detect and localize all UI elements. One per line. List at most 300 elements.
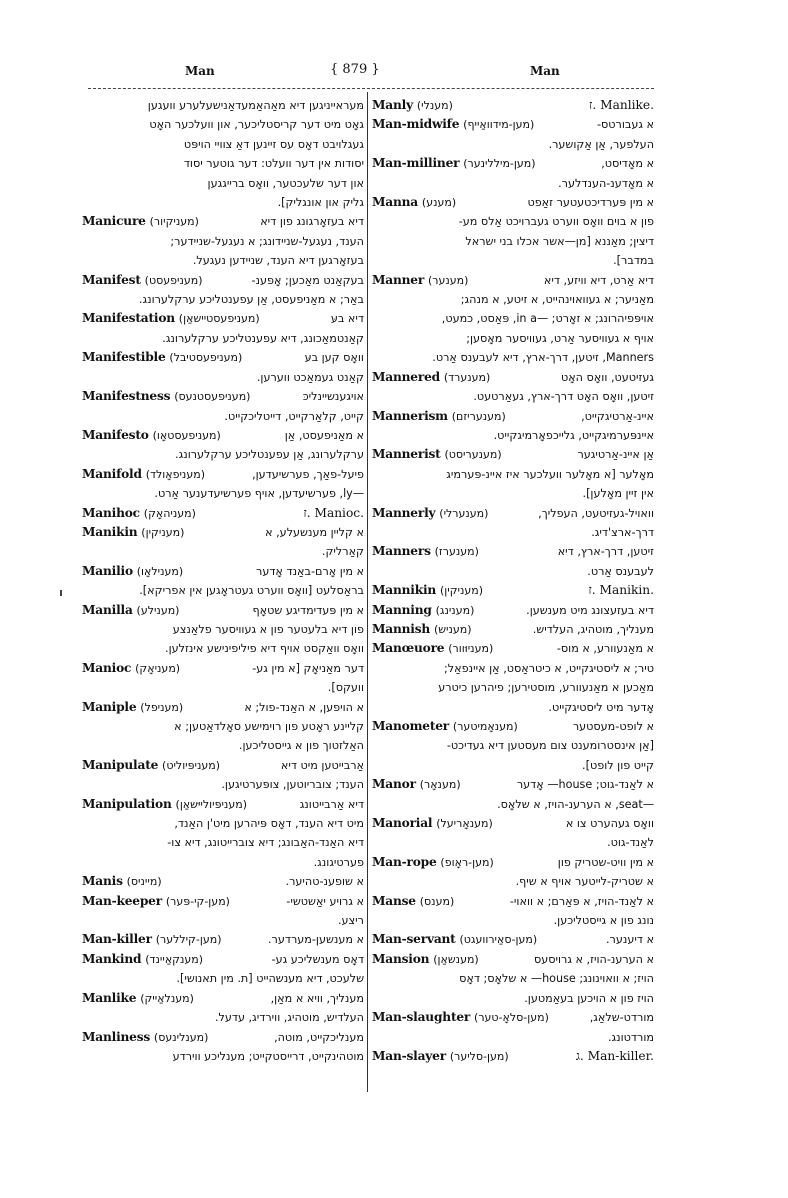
- definition-line: געזיטעט, וואָס האָט: [560, 370, 654, 384]
- headword: Manikin: [82, 524, 138, 539]
- definition-line: אַן איינ-אַרטיגער: [577, 448, 654, 462]
- definition-line: וואָס קען בעּ: [304, 351, 364, 365]
- cross-reference: ז. Manikin.: [588, 583, 654, 598]
- headword: Manifestness: [82, 389, 171, 404]
- definition-line: יסודות אין דער וועלט: דער גוטער יסוד: [183, 157, 364, 171]
- entry-first-line: [372, 96, 654, 115]
- entry-first-line: [372, 950, 654, 969]
- headword: Mannered: [372, 369, 440, 384]
- pronunciation: (מענע): [421, 196, 457, 210]
- definition-line: מענליכקייט, מוטה,: [274, 1030, 364, 1044]
- pronunciation: (מעניפעסט): [144, 273, 203, 287]
- entry-first-line: [82, 1028, 364, 1047]
- definition-line: אויגענשיינליכּ: [302, 390, 364, 404]
- entry-first-line: [82, 756, 364, 775]
- headword: Manorial: [372, 816, 433, 831]
- dictionary-entry: [372, 96, 654, 115]
- headword: Mannerist: [372, 447, 441, 462]
- definition-line: א מין פּעדימדיגע שטאָף: [252, 603, 364, 617]
- definition-line: קליינע ראָטע פון רוימישע סאָלדאַטען; א: [174, 720, 364, 733]
- definition-line: באַר; א מאַניפעסט, אַן עפענטליכע ערקלערונג.: [138, 293, 364, 307]
- dictionary-entry: [372, 581, 654, 600]
- headword: Mannerly: [372, 505, 436, 520]
- pronunciation: (מעניאָק): [135, 661, 181, 675]
- entry-first-line: [82, 309, 364, 328]
- headword: Man-slaughter: [372, 1010, 471, 1025]
- pronunciation: (מענילאָו): [136, 564, 184, 578]
- entry-first-line: [82, 562, 364, 581]
- entry-head: [372, 368, 490, 387]
- headword: Manifesto: [82, 427, 149, 442]
- definition-line: קייט, קלאַרקייט, דייטליכקייט.: [224, 409, 364, 423]
- definition-line: איינ-אַרטיגקייט,: [581, 409, 654, 423]
- pronunciation: (מען-סלאָ-טער): [474, 1011, 549, 1025]
- definition-line: א לאַנד-הויז, א פּאַרם; א וואוי-: [509, 894, 654, 908]
- right-column: [372, 96, 654, 1066]
- headword: Manilio: [82, 563, 133, 578]
- definition-line: הענד, נעגעל-שניידונג; א נעגעל-שניידער;: [170, 234, 364, 248]
- entry-first-line: [82, 989, 364, 1008]
- definition-line: שלעכט, דיא מענשהייט [ת. מין תאנושי].: [176, 972, 364, 986]
- definition-line: פיעל-פאַך, פערשיעדען,: [252, 467, 364, 481]
- definition-line: א געבורטס-: [596, 118, 654, 132]
- pronunciation: (מענלאַייק): [140, 991, 194, 1005]
- entry-first-line: [82, 271, 364, 290]
- dictionary-entry: [82, 271, 364, 310]
- pronunciation: (מעניקיור): [149, 215, 199, 229]
- dictionary-entry: [372, 620, 654, 639]
- entry-head: [82, 659, 180, 678]
- definition-line: העלפער, אַן אַקושער.: [548, 137, 654, 151]
- entry-head: [372, 193, 456, 212]
- definition-line: וואָס וואַקסט אויף דיא פיליפינישע אינזלען.: [165, 642, 364, 656]
- dictionary-entry: [82, 212, 364, 270]
- entry-head: [82, 523, 184, 542]
- entry-first-line: [372, 193, 654, 212]
- definition-line: מאַניער; א געוואוינהייט, א זיטע, א מנהג;: [460, 293, 654, 307]
- headword: Manihoc: [82, 505, 140, 520]
- definition-line: א גרויע יאַשטשי-: [286, 894, 364, 908]
- headword: Man-servant: [372, 932, 456, 947]
- entry-first-line: [372, 775, 654, 794]
- definition-line: Manners, זיטען, דרך-ארץ, דיא לעבענס אַרט.: [432, 351, 654, 365]
- definition-line: בעזאָרגען דיא הענד, שניידען נעגעל.: [192, 254, 364, 268]
- cross-reference: ז. Manioc.: [303, 505, 364, 520]
- entry-first-line: [82, 930, 364, 949]
- entry-first-line: [82, 504, 364, 523]
- entry-head: [82, 504, 196, 523]
- definition-line: דרך-ארצ'דיג.: [591, 525, 654, 539]
- entry-head: [82, 465, 205, 484]
- headword: Man-rope: [372, 854, 437, 869]
- definition-line: מענליך, מוטהיג, העלדיש.: [532, 622, 654, 636]
- headword: Maniple: [82, 699, 137, 714]
- definition-line: וואויל-געזיטעט, העפליך,: [538, 506, 654, 520]
- definition-line: א הערענ-הויז, א גרויסעס: [533, 952, 654, 966]
- entry-first-line: [82, 659, 364, 678]
- pronunciation: (מענער): [427, 273, 469, 287]
- entry-first-line: [372, 445, 654, 464]
- dictionary-entry: [82, 348, 364, 387]
- definition-line: גליק און אונגליק].: [277, 196, 364, 210]
- definition-line: נונג פון א גייסטליכען.: [553, 914, 654, 928]
- definition-line: מיט דיא הענד, דאָס פּיהרען מיט'ן האַנד,: [174, 817, 364, 831]
- definition-line: א מין פּערדיכטעטער זאַפט: [527, 196, 654, 210]
- definition-line: מאָלער [א מאָלער וועלכער איז איינ-פּערמיג: [446, 467, 654, 481]
- dictionary-entry: [82, 930, 364, 949]
- entry-first-line: [372, 368, 654, 387]
- pronunciation: (מעניקין): [439, 584, 484, 598]
- definition-line: לאַנד-גוט.: [607, 836, 654, 850]
- dictionary-entry: [372, 775, 654, 814]
- right-guide-word: Man: [530, 64, 560, 78]
- entry-first-line: [82, 348, 364, 367]
- dictionary-entry: [372, 930, 654, 949]
- headword: Manor: [372, 777, 416, 792]
- pronunciation: (מעניפל): [140, 700, 184, 714]
- headword: Manifold: [82, 466, 142, 481]
- headword: Manifest: [82, 272, 141, 287]
- definition-line: דיא אַרבייטונג: [299, 797, 364, 811]
- pronunciation: (מענעריסט): [444, 448, 502, 462]
- entry-first-line: [82, 523, 364, 542]
- pronunciation: (מענאָר): [419, 778, 461, 792]
- dictionary-entry: [82, 989, 364, 1028]
- entry-head: [372, 96, 453, 115]
- entry-first-line: [82, 601, 364, 620]
- definition-line: א הויפען, א האַנד-פול; א: [244, 700, 364, 714]
- definition-line: וואָס געהערט צו א: [565, 817, 654, 831]
- pronunciation: (מעניפעסטיבל): [169, 351, 243, 365]
- pronunciation: (מען-קי-פּער): [165, 894, 230, 908]
- headword: Man-killer: [82, 932, 152, 947]
- dictionary-entry: [372, 1008, 654, 1047]
- pronunciation: (מען-מיללינער): [463, 157, 536, 171]
- entry-head: [82, 950, 203, 969]
- pronunciation: (מען-מידוואַייף): [463, 118, 535, 132]
- definition-line: —ly, פערשיעדען, אויף פערשיעדענער אַרט.: [154, 487, 364, 501]
- header-rule: [88, 88, 654, 89]
- definition-line: בראַסלעט [וואָס ווערט געטראָגען אין אפריקא].: [139, 584, 364, 598]
- definition-line: מורדטונג.: [607, 1030, 654, 1044]
- headword: Mankind: [82, 951, 142, 966]
- headword: Manometer: [372, 719, 450, 733]
- definition-line: וועקס].: [327, 681, 364, 695]
- entry-first-line: [82, 387, 364, 406]
- entry-first-line: [372, 1047, 654, 1066]
- dictionary-entry: [372, 950, 654, 1008]
- dictionary-entry: [372, 154, 654, 193]
- definition-line: געגלויבט דאָס עס זיינען דאַ צוויי הויפּט: [183, 137, 364, 151]
- entry-head: [82, 698, 183, 717]
- pronunciation: (מעניהאָק): [143, 506, 196, 520]
- entry-first-line: [82, 950, 364, 969]
- definition-line: לעבענס אַרט.: [587, 564, 654, 578]
- definition-line: א שטריק-לייטער אויף א שיף.: [515, 875, 654, 889]
- definition-line: מורדט-שלאַג,: [589, 1011, 654, 1025]
- definition-line: איינפּערמיגקייט, גלייכפאָרמיגקייט.: [493, 428, 654, 442]
- entry-head: [82, 387, 250, 406]
- definition-line: א לופט-מעסטער: [572, 720, 654, 733]
- entry-first-line: [372, 1008, 654, 1027]
- entry-head: [82, 930, 221, 949]
- headword: Manifestation: [82, 311, 175, 326]
- entry-first-line: [372, 930, 654, 949]
- dictionary-entry: [372, 193, 654, 271]
- dictionary-entry: [372, 542, 654, 581]
- entry-first-line: [372, 581, 654, 600]
- definition-line: א מאַנעוורע, א מוס-: [556, 642, 654, 656]
- dictionary-entry: [372, 1047, 654, 1066]
- pronunciation: (מעניפעסטיישאַן): [178, 312, 260, 326]
- pronunciation: (מענקאַיינד): [145, 952, 204, 966]
- definition-line: קייט פון לופט].: [582, 758, 654, 772]
- definition-line: גאָט מיט דער קריסטליכער, און וועלכער האָט: [149, 118, 364, 132]
- left-column: [82, 96, 364, 1066]
- entry-first-line: [372, 639, 654, 658]
- headword: Man-midwife: [372, 117, 460, 132]
- dictionary-entry: [82, 795, 364, 873]
- definition-line: [אַן אינסטרומענט צום מעסטען דיא געדיכט-: [446, 739, 654, 753]
- entry-head: [372, 504, 488, 523]
- entry-first-line: [372, 154, 654, 173]
- entry-head: [372, 445, 502, 464]
- entry-head: [372, 814, 493, 833]
- pronunciation: (מעניפּיולייּשאַן): [175, 797, 247, 811]
- dictionary-entry: [372, 639, 654, 717]
- entry-head: [372, 1008, 549, 1027]
- entry-head: [372, 853, 494, 872]
- entry-head: [82, 271, 203, 290]
- entry-head: [82, 426, 221, 445]
- headword: Manlike: [82, 990, 137, 1005]
- dictionary-entry: [372, 717, 654, 775]
- entry-first-line: [82, 872, 364, 891]
- definition-line: דיא בעזעצונג מיט מענשען.: [526, 603, 654, 617]
- pronunciation: (מען-סליער): [449, 1049, 509, 1063]
- pronunciation: (מעניקין): [141, 525, 185, 539]
- pronunciation: (מענעריזם): [451, 409, 506, 423]
- entry-head: [82, 601, 179, 620]
- definition-line: א שופענ-טהיער.: [285, 875, 364, 889]
- entry-head: [372, 271, 468, 290]
- definition-line: פון דיא בלעטער פון א געוויסער פלאַנצע: [172, 622, 364, 636]
- definition-line: דיא בעזאָרגונג פון דיא: [260, 215, 364, 229]
- dictionary-entry: [82, 426, 364, 465]
- definition-line: א דיענער.: [605, 933, 654, 947]
- headword: Manifestible: [82, 350, 166, 365]
- entry-head: [372, 407, 506, 426]
- headword: Manliness: [82, 1029, 151, 1044]
- headword: Manis: [82, 874, 123, 889]
- definition-line: הויז; א וואוינונג; house— א שלאָס; דאָס: [459, 972, 654, 986]
- headword: Manioc: [82, 660, 132, 675]
- entry-head: [82, 309, 260, 328]
- entry-first-line: [372, 814, 654, 833]
- entry-head: [372, 601, 474, 620]
- definition-line: דיא אַרט, דיא וויזע, דיא: [543, 273, 654, 287]
- dictionary-entry: [82, 872, 364, 891]
- entry-head: [372, 115, 534, 134]
- entry-first-line: [372, 542, 654, 561]
- definition-line: א קליין מענשעלע, א: [265, 525, 364, 539]
- headword: Manœuore: [372, 641, 445, 656]
- dictionary-entry: [82, 523, 364, 562]
- entry-first-line: [372, 601, 654, 620]
- headword: Manner: [372, 272, 425, 287]
- definition-line: א לאַנד-גוט; house— אָדער: [516, 778, 654, 792]
- pronunciation: (מעניוּוור): [448, 642, 494, 656]
- page-number: { 879 }: [330, 62, 380, 77]
- dictionary-entry: [82, 465, 364, 504]
- definition-line: האַלזטוך פון א גייסטליכען.: [238, 739, 364, 753]
- entry-first-line: [82, 795, 364, 814]
- dictionary-entry: [82, 96, 364, 212]
- definition-line: אין זיין מאָלען].: [582, 487, 654, 501]
- definition-line: דיא האַנד-האַבונג; דיא צוברייטונג, דיא צו-: [167, 836, 364, 850]
- entry-head: [372, 930, 537, 949]
- definition-line: פערטיגונג.: [313, 855, 364, 869]
- definition-line: אָדער מיט ליסטיגקייט.: [548, 700, 654, 714]
- dictionary-entry: [372, 368, 654, 407]
- entry-head: [372, 620, 472, 639]
- pronunciation: (מענינג): [435, 603, 475, 617]
- headword: Manners: [372, 544, 431, 559]
- dictionary-entry: [372, 445, 654, 503]
- definition-line: דער מאַניאָק [א מין גע-: [252, 661, 364, 675]
- headword: Manning: [372, 602, 432, 617]
- headword: Man-milliner: [372, 156, 460, 171]
- headword: Manna: [372, 195, 419, 210]
- headword: Manipulate: [82, 757, 159, 772]
- scan-mark: [60, 590, 62, 596]
- entry-first-line: [372, 115, 654, 134]
- dictionary-entry: [82, 756, 364, 795]
- definition-line: זיטען, וואָס האָט דרך-ארץ, געאַרטעט.: [473, 390, 654, 404]
- dictionary-entry: [372, 892, 654, 931]
- headword: Mannerism: [372, 408, 448, 423]
- dictionary-entry: [372, 504, 654, 543]
- entry-head: [82, 872, 162, 891]
- entry-first-line: [82, 698, 364, 717]
- definition-line: קאַנטמאַכונג, דיא עפענטליכע ערקלערונג.: [162, 331, 364, 345]
- entry-first-line: [82, 426, 364, 445]
- definition-line: אויף א געוויסער אַרט, געוויסער מאָסען;: [466, 331, 654, 345]
- definition-line: דיצין; מאַננא [מן—אשר אכלו בני ישראל: [465, 234, 654, 248]
- definition-line: מוטהינקייט, דרייסטקייט; מענליכע ווירדע: [172, 1049, 364, 1063]
- headword: Manilla: [82, 602, 133, 617]
- entry-head: [372, 1047, 509, 1066]
- definition-line: קאַרליק.: [321, 545, 364, 559]
- entry-first-line: [372, 853, 654, 872]
- pronunciation: (מענאָריעל): [436, 817, 493, 831]
- dictionary-entry: [372, 814, 654, 853]
- dictionary-entry: [82, 698, 364, 756]
- pronunciation: (מעניפאָולד): [145, 467, 205, 481]
- pronunciation: (מען-קיללער): [155, 933, 222, 947]
- pronunciation: (מייניס): [126, 875, 162, 889]
- dictionary-entry: [82, 659, 364, 698]
- dictionary-entry: [82, 309, 364, 348]
- entry-head: [372, 154, 536, 173]
- definition-line: א מין אָרם-באַנד אָדער: [256, 564, 364, 578]
- headword: Mannish: [372, 621, 431, 636]
- pronunciation: (מעניפעסטנעס): [174, 390, 251, 404]
- dictionary-entry: [82, 892, 364, 931]
- pronunciation: (מענערד): [443, 370, 491, 384]
- entry-head: [82, 562, 183, 581]
- entry-head: [82, 756, 220, 775]
- dictionary-entry: [372, 271, 654, 368]
- definition-line: מּעראייניגען דיא מאַהאַמעדאַנישעלערע וועגען: [147, 99, 364, 112]
- dictionary-entry: [372, 407, 654, 446]
- headword: Mannikin: [372, 583, 437, 598]
- pronunciation: (מעניפעסטאָו): [152, 428, 221, 442]
- definition-line: א מענשען-מערדער.: [267, 933, 364, 947]
- definition-line: ערקלערונג, אַן עפענטליכע ערקלערונג.: [175, 448, 364, 462]
- pronunciation: (מענערלי): [439, 506, 489, 520]
- definition-line: מענליך, וויא א מאַן,: [270, 991, 364, 1005]
- definition-line: מאַכען א מאַנעוורע, מוסטירען; פיהרען כיטרע: [438, 681, 654, 695]
- entry-head: [82, 892, 230, 911]
- headword: Man-keeper: [82, 893, 162, 908]
- pronunciation: (מענלינעס): [153, 1030, 209, 1044]
- definition-line: אויפּפיהרונג; א זאָרט; —in a, פּאַסט, כמעט,: [441, 312, 654, 326]
- pronunciation: (מענערז): [434, 545, 479, 559]
- cross-reference: ז. Manlike.: [588, 98, 654, 112]
- definition-line: הויז פון א הויכען בעאַמטען.: [524, 991, 654, 1005]
- pronunciation: (מענשאַן): [433, 952, 479, 966]
- headword: Man-slayer: [372, 1048, 446, 1063]
- column-divider: [367, 92, 368, 1092]
- pronunciation: (מענילע): [136, 603, 180, 617]
- dictionary-entry: [372, 115, 654, 154]
- pronunciation: (מענאָמיטער): [452, 720, 518, 733]
- dictionary-entry: [82, 1028, 364, 1067]
- definition-line: הענד; צובריוטען, צופּערטיגען.: [221, 778, 364, 792]
- pronunciation: (מענלי): [416, 99, 453, 112]
- entry-head: [82, 348, 242, 367]
- definition-line: קאַנט געמאַכט ווערען.: [256, 370, 364, 384]
- definition-line: א מאַניפעסט, אַן: [284, 428, 364, 442]
- dictionary-entry: [372, 853, 654, 892]
- headword: Manse: [372, 893, 416, 908]
- entry-first-line: [82, 892, 364, 911]
- entry-head: [82, 795, 247, 814]
- pronunciation: (מעניפּיוליט): [162, 758, 221, 772]
- pronunciation: (מען-סאַירוועגט): [459, 933, 538, 947]
- entry-head: [372, 775, 461, 794]
- dictionary-entry: [82, 562, 364, 601]
- entry-first-line: [372, 892, 654, 911]
- cross-reference: ג. Man-killer.: [575, 1048, 654, 1063]
- definition-line: און דער שלעכטער, וואָס ברייגגען: [207, 176, 364, 190]
- entry-head: [372, 581, 483, 600]
- definition-line: א מאָדיסט,: [601, 157, 654, 171]
- definition-line: זיטען, דרך-ארץ, דיא: [557, 545, 654, 559]
- entry-head: [82, 1028, 208, 1047]
- dictionary-entry: [82, 950, 364, 989]
- dictionary-entry: [82, 504, 364, 523]
- entry-first-line: [82, 212, 364, 231]
- entry-head: [82, 212, 199, 231]
- entry-first-line: [372, 271, 654, 290]
- dictionary-entry: [82, 387, 364, 426]
- entry-head: [372, 950, 479, 969]
- definition-line: —seat, א הערענ-הויז, א שלאָס.: [497, 797, 654, 811]
- definition-line: במדבר].: [613, 254, 654, 268]
- page-header: [90, 60, 650, 84]
